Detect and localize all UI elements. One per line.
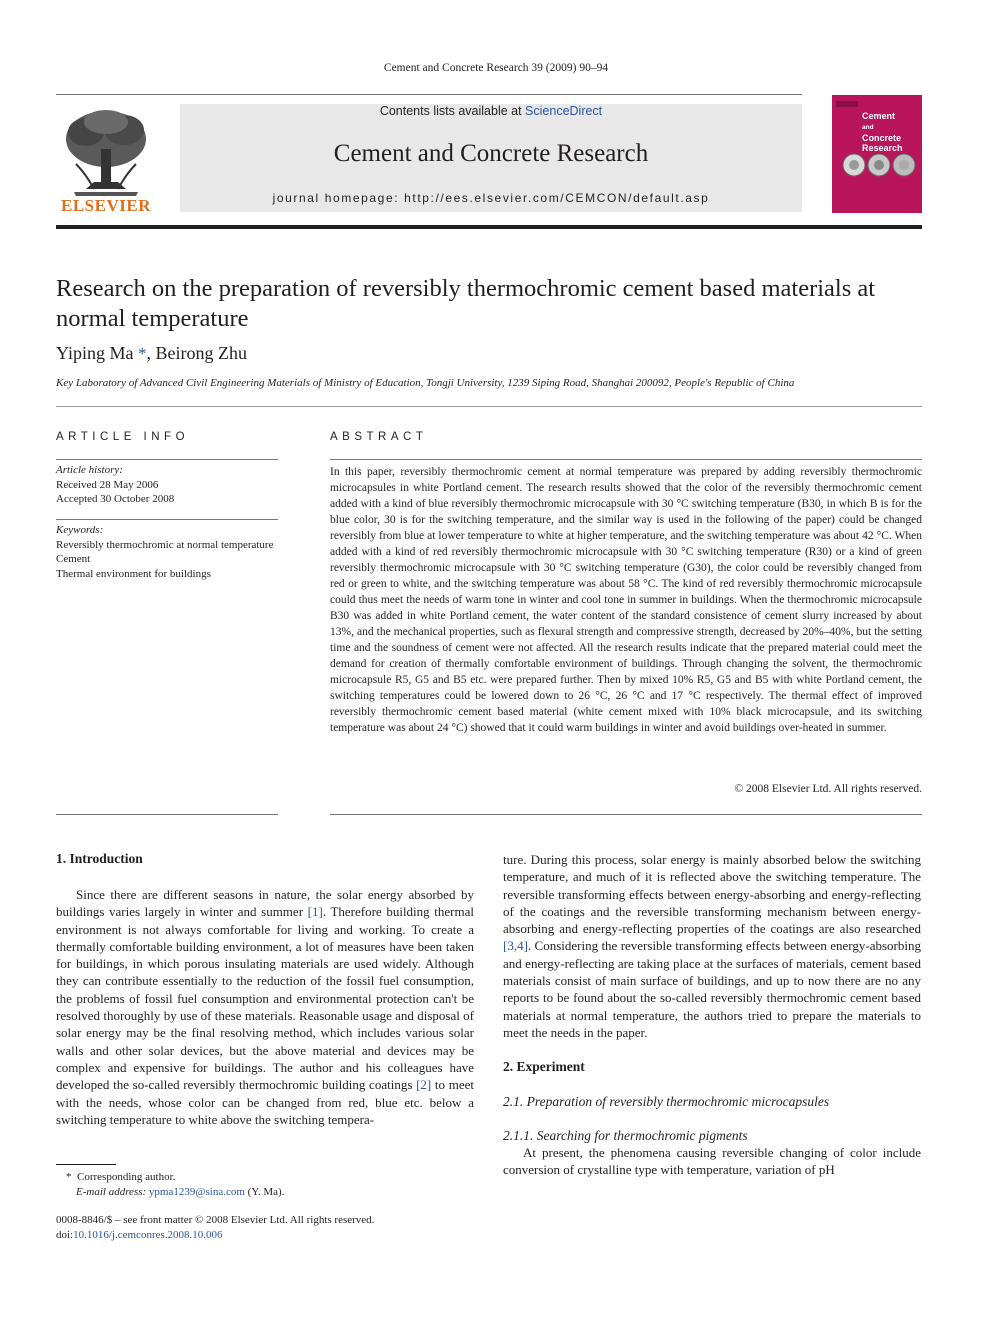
contents-prefix: Contents lists available at — [379, 104, 526, 118]
cover-line-1: Cement — [862, 111, 896, 121]
header-bottom-rule — [56, 225, 922, 229]
sciencedirect-link[interactable]: ScienceDirect — [525, 104, 603, 118]
reference-link-1[interactable]: [1] — [307, 904, 323, 920]
right-text-a: ture. During this process, solar energy is mainly absorbed below the switching temperature, and much of it is reflected above the switching temperature. The reversible transforming effects between energy-absorbing and energy-reflecting of the coatings and the reversible transforming mechanism between energy-absorbing and energy-reflecting properties of the coatings are also researched — [503, 852, 921, 937]
reference-link-2[interactable]: [2] — [416, 1077, 432, 1093]
author-list — [56, 343, 247, 364]
cover-title — [862, 111, 920, 153]
article-info-rule-bottom — [56, 814, 278, 815]
journal-cover-thumbnail — [832, 95, 922, 213]
keyword-item: Reversibly thermochromic at normal temperature — [56, 538, 274, 551]
history-label: Article history: — [56, 464, 123, 476]
section-heading-introduction: 1. Introduction — [56, 851, 143, 866]
abstract-rule-top — [330, 459, 922, 460]
homepage-label: journal homepage: — [272, 191, 405, 205]
keyword-item: Thermal environment for buildings — [56, 567, 211, 580]
article-history — [56, 463, 278, 507]
abstract-rule-bottom — [330, 814, 922, 815]
abstract-text: In this paper, reversibly thermochromic cement at normal temperature was prepared by adding reversibly thermochromic microcapsules in white Portland cement. The research results showed that the color of the reversibly thermochromic cement added with a kind of blue reversibly thermochromic microcapsule with 30 °C switching temperature (B30, in which B is for the blue color, 30 is for the switching temperature, and the similar way is used in the following of the paper) could be changed reversibly from blue at lower temperature to white at higher temperature, and the switching temperature was about 42 °C. When added with a kind of red reversibly thermochromic microcapsule with 30 °C switching temperature (R30) or a kind of green reversibly thermochromic microcapsule with 30 °C switching temperature (G30), the color could be reversibly changed from red or green to white, and the switching temperature was about 58 °C. The kind of red reversibly thermochromic microcapsule could thus meet the needs of warm tone in winter and cool tone in summer in buildings. When the thermochromic microcapsule B30 was added in white Portland cement, the water content of the standard consistence of cement slurry increased by about 13%, and the mechanical properties, such as flexural strength and compressive strength, decreased by 20%–40%, but the setting time and the soundness of cement were not affected. All the research results indicate that the prepared material could meet the demand for creation of thermally comfortable environment of buildings. Through changing the solvent, the thermochromic microcapsule R5, G5 and B5 etc. were prepared further. Then by mixed 10% R5, G5 and B5 with white Portland cement, the switching temperatures could be lowered down to 26 °C, 26 °C and 17 °C respectively. The thermal effect of improved reversibly thermochromic cement based material (white cement mixed with 10% black microcapsule, and its switching temperature was about 24 °C) showed that it could warm buildings in winter and avoid buildings over-heated in summer. — [330, 466, 922, 734]
footnote-mark: * — [66, 1171, 72, 1183]
intro-text-b: . Therefore building thermal environment is not always comfortable for living and working. To create a thermally comfortable building environment, a lot of measures have been taken for buildings, in which porous insulating materials are used widely. Although they can contribute essentially to the reduction of the fossil fuel consumption, the problems of fossil fuel consumption and environmental protection can't be resolved thoroughly by use of these materials. Reasonable usage and disposal of solar energy may be the final resolving method, which includes various solar walls and other solar devices, but the above material and devices may be complex and expensive for buildings. The author and his colleagues have developed the so-called reversibly thermochromic building coatings — [56, 904, 474, 1093]
pigments-paragraph: At present, the phenomena causing reversible changing of color include conversion of crystalline type with temperature, variation of pH — [503, 1145, 921, 1178]
article-info-rule-top — [56, 459, 278, 460]
keywords-block — [56, 523, 278, 581]
affiliation-rule — [56, 406, 922, 407]
cover-and: and — [862, 124, 874, 131]
section-heading-experiment: 2. Experiment — [503, 1059, 585, 1075]
email-label: E-mail address: — [76, 1186, 147, 1198]
abstract-heading: ABSTRACT — [330, 431, 428, 443]
right-column — [503, 851, 921, 1179]
intro-text-c: to meet with the needs, whose color can be changed from red, blue etc. below a switching temperature to white above the switching tempera- — [56, 1077, 474, 1127]
cover-line-3: Research — [862, 143, 903, 153]
corresponding-author-mark[interactable]: * — [138, 344, 147, 363]
footnote-rule — [56, 1164, 116, 1165]
front-matter-info — [56, 1213, 474, 1243]
intro-paragraph — [56, 886, 474, 1128]
cover-line-2 — [862, 121, 920, 133]
subsection-heading-2-1-1: 2.1.1. Searching for thermochromic pigments — [503, 1127, 748, 1143]
journal-homepage — [180, 191, 802, 205]
keyword-item: Cement — [56, 553, 91, 565]
accepted-date: Accepted 30 October 2008 — [56, 493, 175, 505]
doi-link[interactable]: 10.1016/j.cemconres.2008.10.006 — [73, 1229, 223, 1241]
right-text-b: . Considering the reversible transforming effects between energy-absorbing and energy-reflecting are taking place at the surfaces of materials, cement based materials consist of main surface of buildings, and up to now there are no any reports to be found about the so-called reversibly thermochromic cement based materials at normal temperature, the authors tried to prepare the materials to meet the needs in the paper. — [503, 938, 921, 1040]
doi-label: doi: — [56, 1229, 74, 1241]
author-1: Yiping Ma — [56, 343, 134, 363]
article-title: Research on the preparation of reversibly thermochromic cement based materials at normal temperature — [56, 275, 876, 332]
abstract-copyright: © 2008 Elsevier Ltd. All rights reserved. — [734, 783, 922, 795]
elsevier-wordmark: ELSEVIER — [61, 196, 151, 215]
affiliation: Key Laboratory of Advanced Civil Engineering Materials of Ministry of Education, Tongji University, 1239 Siping Road, Shanghai 200092, People's Republic of China — [56, 377, 795, 389]
footnote-text: Corresponding author. — [77, 1171, 176, 1183]
author-email-link[interactable]: ypma1239@sina.com — [148, 1186, 245, 1198]
article-info-rule-mid — [56, 519, 278, 520]
intro-text-a: Since there are different seasons in nature, the solar energy absorbed by buildings varies largely in winter and summer — [56, 887, 474, 920]
homepage-url[interactable]: http://ees.elsevier.com/CEMCON/default.asp — [404, 191, 710, 205]
contents-availability — [180, 104, 802, 118]
received-date: Received 28 May 2006 — [56, 478, 159, 491]
cover-line-2b: Concrete — [862, 133, 902, 143]
author-2: , Beirong Zhu — [146, 343, 248, 363]
journal-title: Cement and Concrete Research — [333, 140, 649, 167]
subsection-heading-2-1: 2.1. Preparation of reversibly thermochromic microcapsules — [503, 1093, 830, 1109]
article-info-heading: ARTICLE INFO — [56, 431, 190, 443]
keywords-label: Keywords: — [56, 524, 104, 536]
journal-citation: Cement and Concrete Research 39 (2009) 90–94 — [383, 62, 609, 74]
header-top-rule — [56, 94, 802, 95]
email-suffix: (Y. Ma). — [244, 1186, 285, 1198]
reference-link-3-4[interactable]: [3,4] — [503, 938, 528, 954]
corresponding-author-footnote — [56, 1170, 474, 1200]
issn-line: 0008-8846/$ – see front matter © 2008 Elsevier Ltd. All rights reserved. — [56, 1214, 375, 1226]
